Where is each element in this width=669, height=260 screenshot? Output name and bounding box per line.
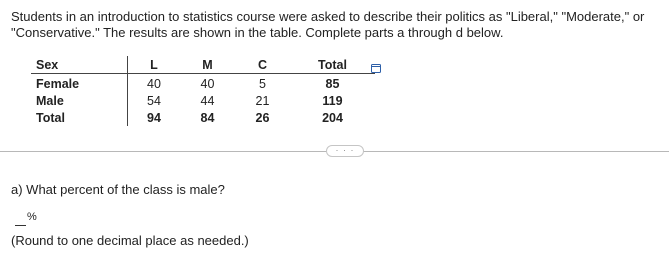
cell-value: 40 (200, 76, 215, 91)
cell-total: 85 (325, 76, 340, 91)
cell-value: 26 (255, 110, 270, 125)
cell-value: 44 (200, 93, 215, 108)
cell-value: 5 (259, 76, 266, 91)
header-conservative: C (235, 56, 290, 74)
copy-icon[interactable] (370, 61, 382, 71)
table-row (31, 74, 375, 93)
data-table (31, 56, 375, 126)
cell-value: 54 (128, 92, 181, 109)
table-row (31, 92, 375, 109)
unit-label: % (27, 211, 37, 223)
answer-area (15, 210, 37, 226)
row-label: Female (36, 76, 80, 91)
row-label: Male (36, 93, 64, 108)
cell-value: 84 (200, 110, 215, 125)
header-sex: Sex (31, 56, 128, 74)
header-liberal: L (128, 56, 181, 74)
cell-value: 40 (128, 74, 181, 93)
table-header-row (31, 56, 375, 74)
cell-value: 21 (255, 93, 270, 108)
problem-intro: Students in an introduction to statistics course were asked to describe their politics as "Liberal," "Moderate," or "Conservative." The results are shown in the table. Complete parts a through d below. (11, 9, 645, 40)
header-total: Total (290, 56, 375, 74)
answer-input[interactable] (15, 211, 26, 226)
cell-value: 94 (128, 109, 181, 126)
rounding-hint: (Round to one decimal place as needed.) (11, 233, 249, 248)
cell-total: 204 (322, 110, 343, 125)
question-text: a) What percent of the class is male? (11, 182, 225, 197)
cell-total: 119 (322, 93, 343, 108)
row-label: Total (36, 110, 65, 125)
header-moderate: M (180, 56, 235, 74)
more-dots-icon[interactable]: · · · (326, 145, 364, 157)
table-row-total (31, 109, 375, 126)
